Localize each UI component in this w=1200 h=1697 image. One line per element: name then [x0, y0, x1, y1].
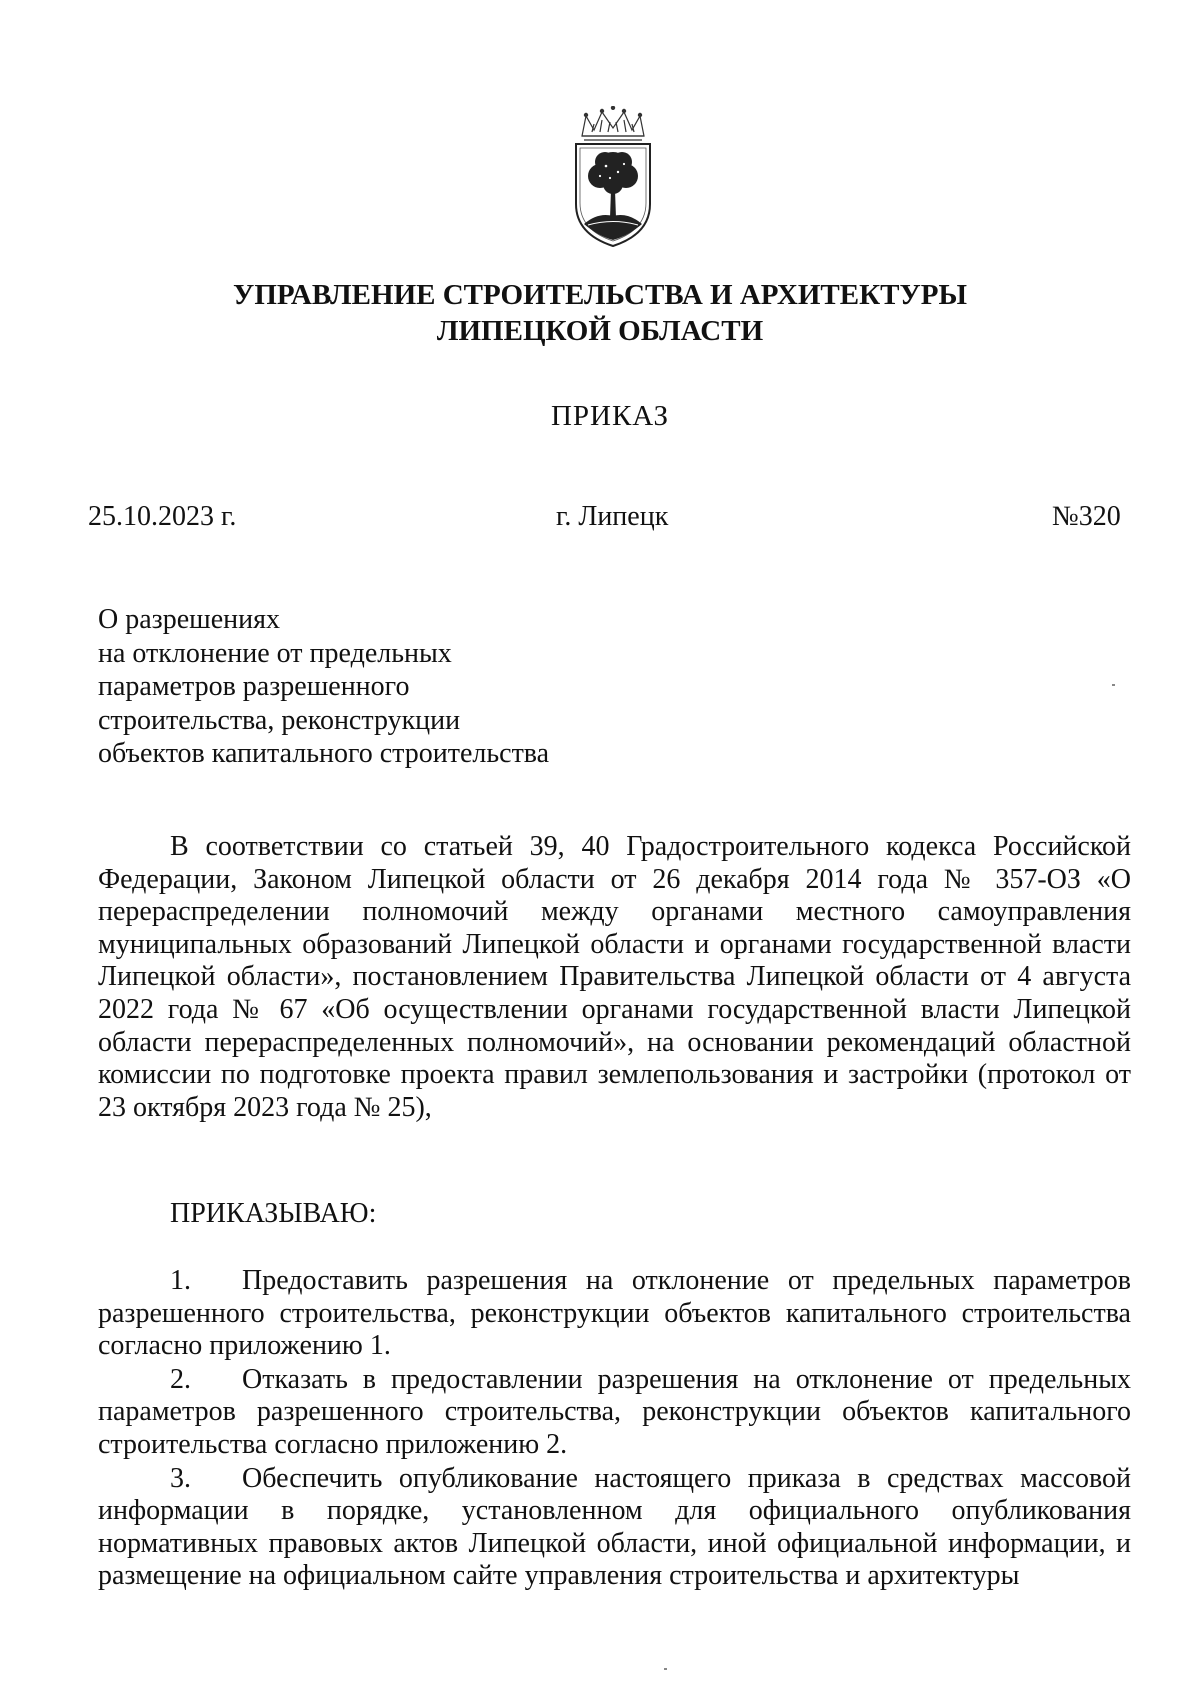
order-item-number: 2. — [170, 1363, 191, 1395]
order-item — [98, 1364, 1131, 1462]
order-word: ПРИКАЗЫВАЮ: — [170, 1198, 377, 1229]
subject-line: параметров разрешенного — [98, 671, 410, 702]
preamble-paragraph: В соответствии со статьей 39, 40 Градостроительного кодекса Российской Федерации, Законом Липецкой области от 26 декабря 2014 года № 357-ОЗ «О перераспределении полномочий между органами местного самоуправления муниципальных образований Липецкой области и органами государственной власти Липецкой области», постановлением Правительства Липецкой области от 4 августа 2022 года № 67 «Об осуществлении органами государственной власти Липецкой области перераспределенных полномочий», на основании рекомендаций областной комиссии по подготовке проекта правил землепользования и застройки (протокол от 23 октября 2023 года № 25), — [98, 831, 1131, 1123]
document-number: №320 — [1052, 501, 1121, 532]
order-items-list — [98, 1265, 1131, 1594]
order-item-text: Обеспечить опубликование настоящего приказа в средствах массовой информации в порядке, установленном для официального опубликования нормативных правовых актов Липецкой области, иной официальной информации, и размещение на официальном сайте управления строительства и архитектуры — [98, 1462, 1131, 1592]
scan-speck — [1112, 684, 1115, 686]
order-item — [98, 1265, 1131, 1363]
order-item-text: Отказать в предоставлении разрешения на отклонение от предельных параметров разрешенного строительства, реконструкции объектов капитального строительства согласно приложению 2. — [98, 1363, 1131, 1460]
order-item-number: 3. — [170, 1462, 191, 1494]
document-type-title: ПРИКАЗ — [550, 400, 670, 432]
order-item — [98, 1463, 1131, 1593]
document-city: г. Липецк — [556, 501, 669, 532]
organization-title-line2: ЛИПЕЦКОЙ ОБЛАСТИ — [436, 315, 764, 347]
coat-of-arms-icon — [572, 106, 654, 250]
subject-line: О разрешениях — [98, 604, 280, 635]
document-date: 25.10.2023 г. — [88, 501, 237, 532]
scan-speck — [664, 1668, 667, 1670]
order-item-text: Предоставить разрешения на отклонение от предельных параметров разрешенного строительства, реконструкции объектов капитального строительства согласно приложению 1. — [98, 1265, 1131, 1362]
order-item-number: 1. — [170, 1265, 191, 1296]
subject-line: строительства, реконструкции — [98, 704, 461, 736]
document-subject — [98, 603, 549, 771]
subject-line: объектов капитального строительства — [98, 738, 550, 769]
organization-title-line1: УПРАВЛЕНИЕ СТРОИТЕЛЬСТВА И АРХИТЕКТУРЫ — [233, 279, 967, 311]
subject-line: на отклонение от предельных — [98, 637, 452, 669]
